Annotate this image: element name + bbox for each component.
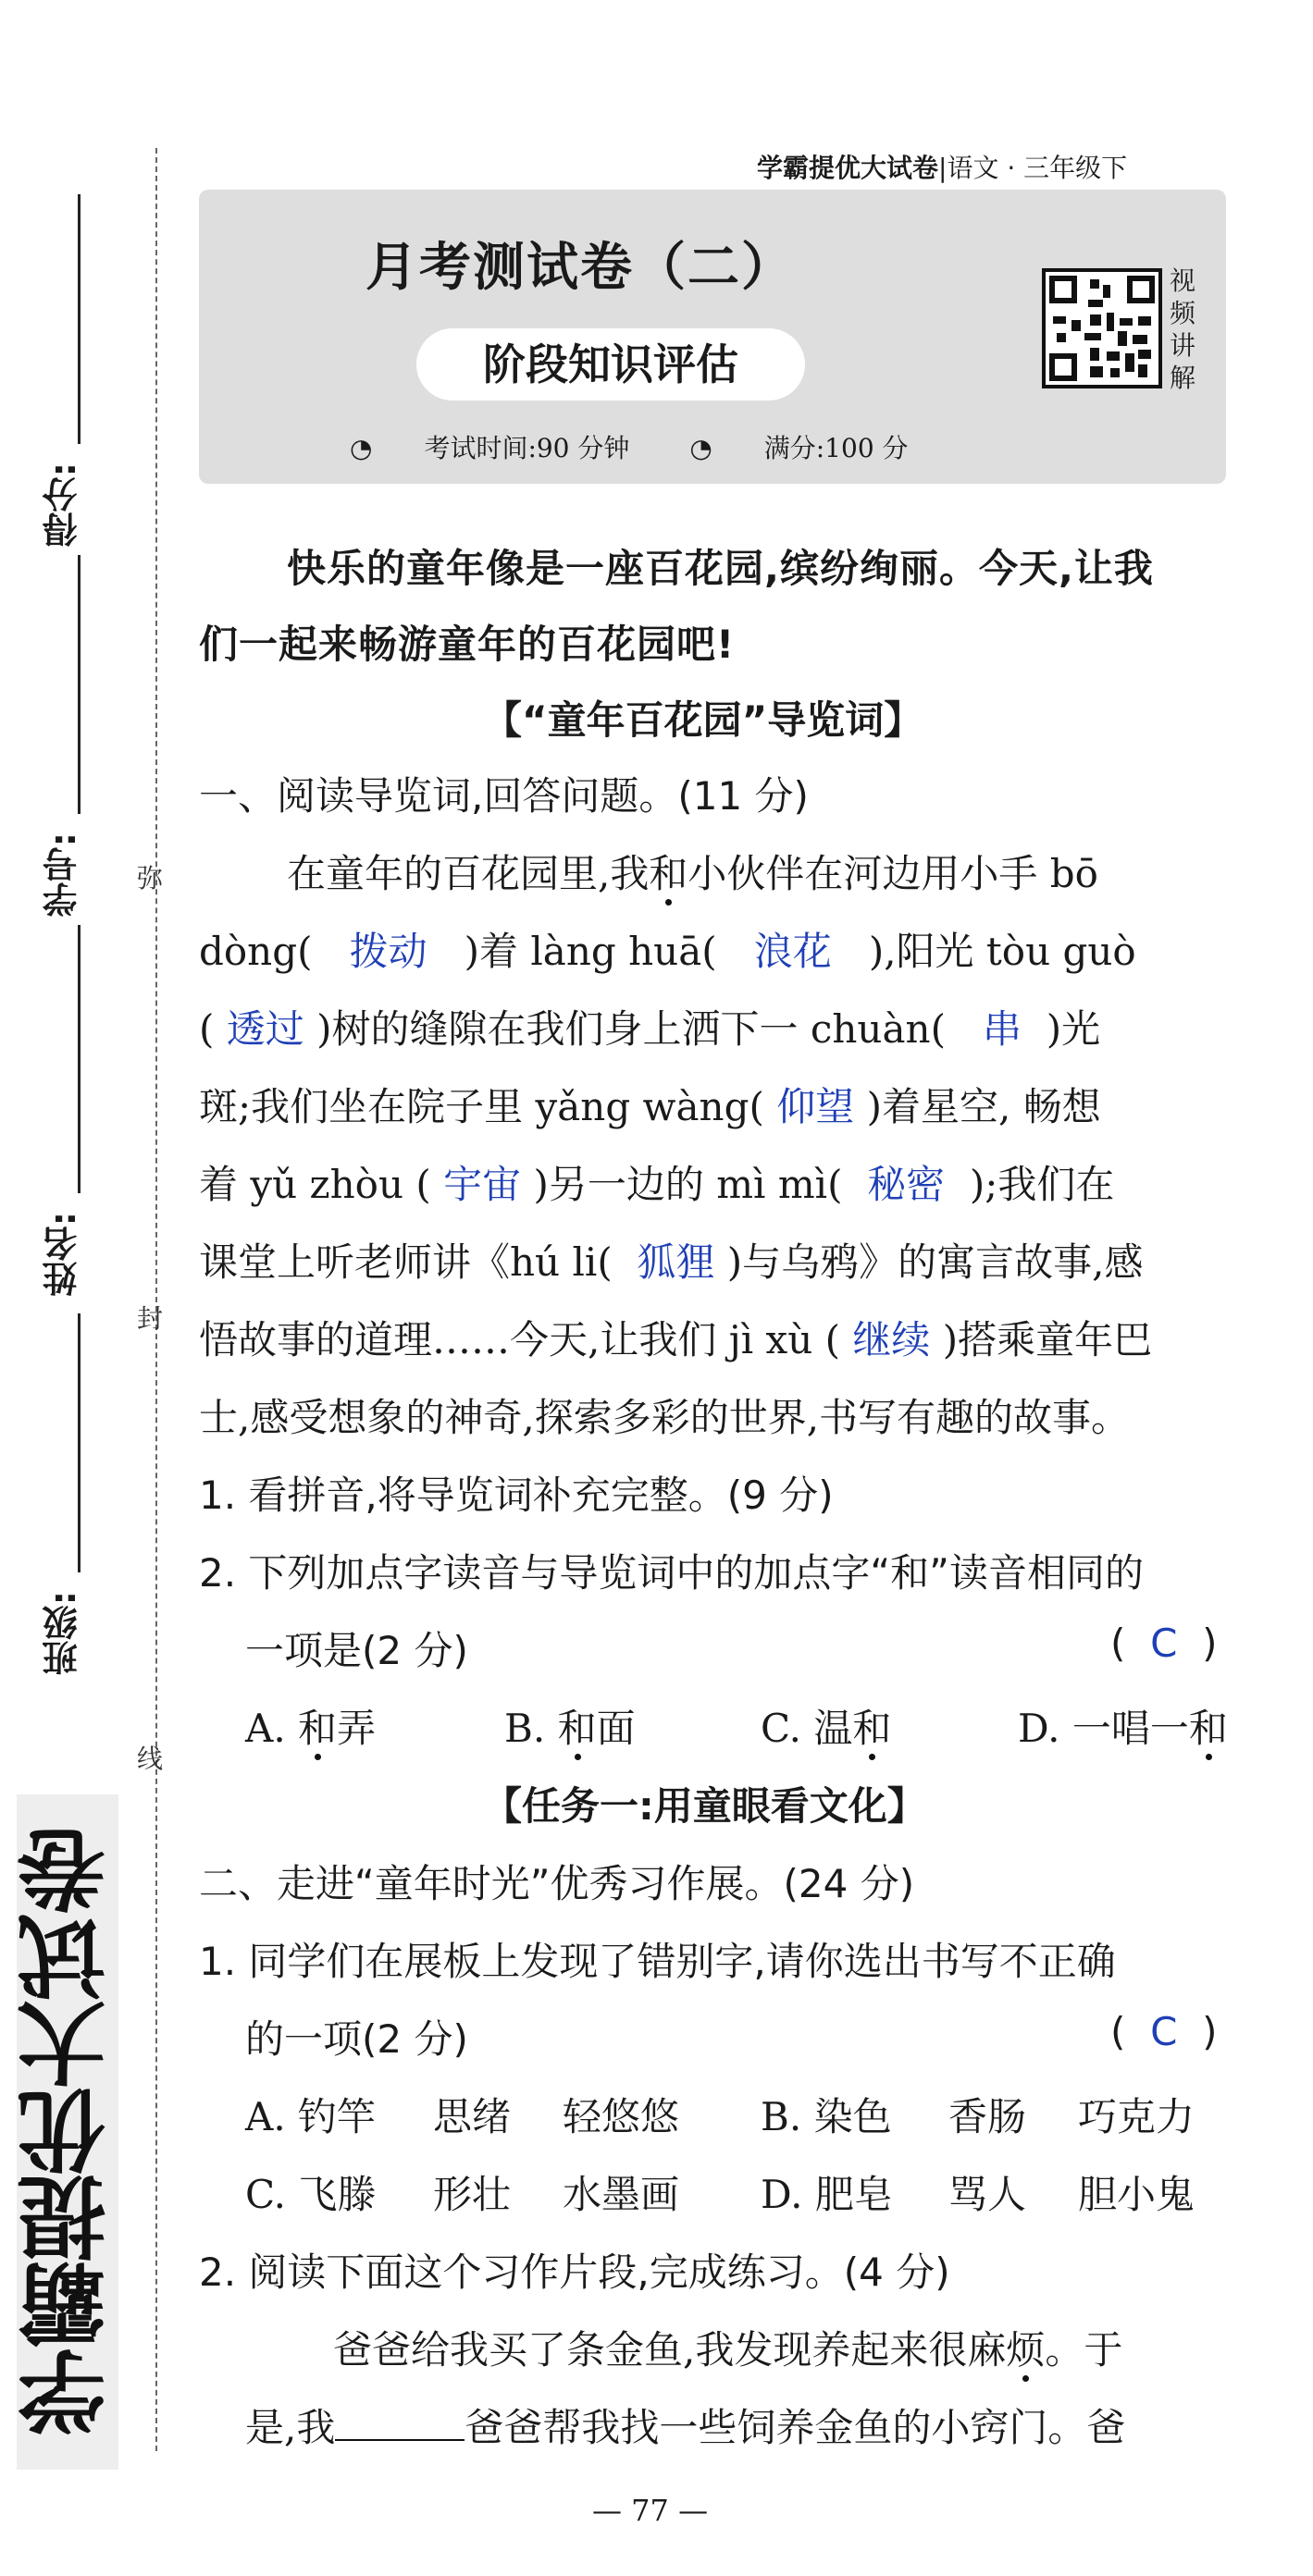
q2-heading: 二、走进“童年时光”优秀习作展。(24 分) xyxy=(199,1861,915,1906)
dotted-char-he: 和 xyxy=(649,851,688,896)
answer-huli: 狐狸 xyxy=(637,1239,715,1285)
q2-option-d-word3: 胆小鬼 xyxy=(1078,2172,1195,2217)
exam-meta xyxy=(350,428,960,465)
q2-sub1-line1: 1. 同学们在展板上发现了错别字,请你选出书写不正确 xyxy=(199,1939,1116,1984)
name-label: 姓名: xyxy=(43,1212,83,1297)
q1-option-d: D. 一唱一和 xyxy=(1018,1706,1228,1751)
q1-sub2-answer-bracket: ( C ) xyxy=(1110,1621,1218,1666)
q2-sub1-answer: C xyxy=(1150,2009,1178,2054)
clock-icon: ◔ xyxy=(689,433,712,463)
dotted-char-fan: 烦 xyxy=(1006,2327,1046,2373)
q1-option-c: C. 温和 xyxy=(761,1706,892,1751)
seal-char-mi: 弥 xyxy=(137,863,164,894)
student-id-label: 学号: xyxy=(43,832,83,918)
q2-option-a: A. 钓竿 xyxy=(245,2094,377,2139)
score-line xyxy=(78,194,81,444)
answer-bodong: 拨动 xyxy=(349,929,427,974)
answer-chuan: 串 xyxy=(983,1006,1022,1052)
q1-sub2-line1: 2. 下列加点字读音与导览词中的加点字“和”读音相同的 xyxy=(199,1550,1144,1596)
q1-option-a: A. 和弄 xyxy=(245,1706,377,1751)
fill-blank[interactable] xyxy=(335,2406,465,2441)
clock-icon: ◔ xyxy=(350,433,373,463)
answer-touguo: 透过 xyxy=(226,1006,304,1052)
guide-line-3: ( 透过 )树的缝隙在我们身上洒下一 chuàn( 串 )光 xyxy=(199,1006,1101,1052)
section-guide-heading: 【“童年百花园”导览词】 xyxy=(483,697,923,743)
series-title: 学霸提优大试卷|语文 · 三年级下 xyxy=(757,153,1128,183)
name-line xyxy=(78,925,81,1193)
q2-option-d: D. 肥皂 xyxy=(761,2172,893,2217)
section-task1-heading: 【任务一:用童眼看文化】 xyxy=(483,1783,926,1829)
q2-option-b-word2: 香肠 xyxy=(948,2094,1027,2139)
page-title: 月考测试卷（二） xyxy=(365,238,795,298)
q2-option-c: C. 飞滕 xyxy=(245,2172,377,2217)
passage-line-2: 是,我 爸爸帮我找一些饲养金鱼的小窍门。爸 xyxy=(245,2405,1126,2450)
q2-option-c-word2: 形壮 xyxy=(433,2172,512,2217)
guide-line-4: 斑;我们坐在院子里 yǎng wàng( 仰望 )着星空, 畅想 xyxy=(199,1084,1101,1129)
q1-sub1: 1. 看拼音,将导览词补充完整。(9 分) xyxy=(199,1473,834,1518)
q2-option-a-word3: 轻悠悠 xyxy=(563,2094,680,2139)
q2-sub2: 2. 阅读下面这个习作片段,完成练习。(4 分) xyxy=(199,2249,950,2295)
class-label: 班级: xyxy=(43,1591,83,1676)
answer-langhua: 浪花 xyxy=(753,929,832,974)
q1-option-b: B. 和面 xyxy=(504,1706,636,1751)
exam-score: 满分:100 分 xyxy=(763,433,909,463)
q2-option-b: B. 染色 xyxy=(761,2094,892,2139)
q2-option-b-word3: 巧克力 xyxy=(1078,2094,1195,2139)
q2-sub1-answer-bracket: ( C ) xyxy=(1110,2009,1218,2054)
brand-logo: 学霸提优大试卷 xyxy=(17,1794,118,2470)
answer-mimi: 秘密 xyxy=(867,1162,946,1207)
guide-line-2: dòng( 拨动 )着 làng huā( 浪花 ),阳光 tòu guò xyxy=(199,929,1136,974)
qr-code-icon[interactable] xyxy=(1042,268,1162,388)
score-label: 得分: xyxy=(43,462,83,548)
answer-yangwang: 仰望 xyxy=(776,1084,855,1129)
guide-line-8: 士,感受想象的神奇,探索多彩的世界,书写有趣的故事。 xyxy=(199,1395,1131,1440)
intro-line-2: 们一起来畅游童年的百花园吧! xyxy=(199,622,736,667)
guide-line-7: 悟故事的道理……今天,让我们 jì xù ( 继续 )搭乘童年巴 xyxy=(199,1317,1153,1362)
q1-sub2-answer: C xyxy=(1150,1621,1178,1666)
video-explain-label: 视频讲解 xyxy=(1170,265,1196,393)
answer-yuzhou: 宇宙 xyxy=(443,1162,522,1207)
guide-line-1: 在童年的百花园里,我和小伙伴在河边用小手 bō xyxy=(287,851,1098,896)
seal-char-feng: 封 xyxy=(137,1303,164,1334)
student-id-line xyxy=(78,555,81,814)
class-line xyxy=(78,1313,81,1572)
q2-option-c-word3: 水墨画 xyxy=(563,2172,680,2217)
q1-heading: 一、阅读导览词,回答问题。(11 分) xyxy=(199,773,809,819)
q2-option-d-word2: 骂人 xyxy=(948,2172,1027,2217)
intro-line-1: 快乐的童年像是一座百花园,缤纷绚丽。今天,让我 xyxy=(287,546,1154,591)
q2-sub1-line2: 的一项(2 分) xyxy=(245,2016,468,2062)
seal-char-xian: 线 xyxy=(137,1744,164,1774)
guide-line-6: 课堂上听老师讲《hú li( 狐狸 )与乌鸦》的寓言故事,感 xyxy=(199,1239,1144,1285)
exam-time: 考试时间:90 分钟 xyxy=(424,433,630,463)
q1-sub2-line2: 一项是(2 分) xyxy=(245,1628,468,1673)
q2-option-a-word2: 思绪 xyxy=(433,2094,512,2139)
passage-line-1: 爸爸给我买了条金鱼,我发现养起来很麻烦。于 xyxy=(333,2327,1123,2373)
guide-line-5: 着 yǔ zhòu ( 宇宙 )另一边的 mì mì( 秘密 );我们在 xyxy=(199,1162,1115,1207)
answer-jixu: 继续 xyxy=(852,1317,931,1362)
page-number: — 77 — xyxy=(592,2493,709,2528)
page-subtitle: 阶段知识评估 xyxy=(416,328,805,401)
